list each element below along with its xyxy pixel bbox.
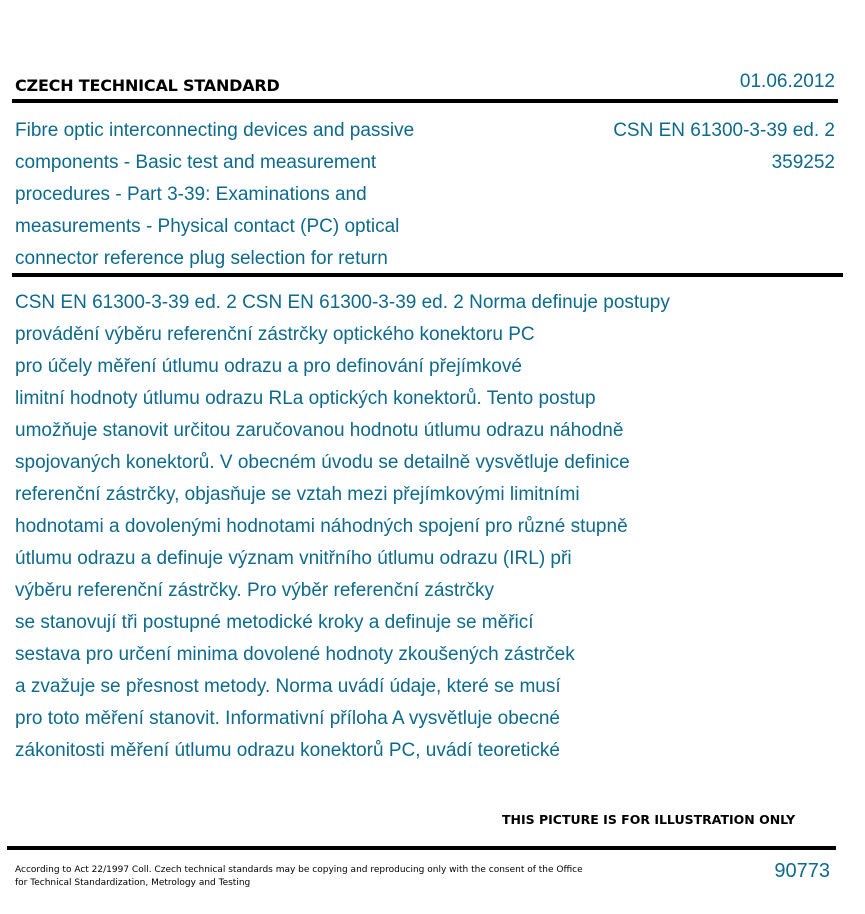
classification-number: 359252 [771, 152, 835, 173]
abstract-line: referenční zástrčky, objasňuje se vztah mezi přejímkovými limitními [15, 484, 580, 505]
standard-title-line: procedures - Part 3-39: Examinations and [15, 184, 367, 205]
abstract-line: útlumu odrazu a definuje význam vnitřního útlumu odrazu (IRL) při [15, 548, 572, 569]
document-type-heading: CZECH TECHNICAL STANDARD [15, 76, 280, 95]
abstract-line: pro účely měření útlumu odrazu a pro definování přejímkové [15, 356, 522, 377]
abstract-text [15, 287, 835, 767]
document-code: 90773 [774, 860, 830, 882]
standard-title-line: components - Basic test and measurement [15, 152, 377, 173]
abstract-line: zákonitosti měření útlumu odrazu konektorů PC, uvádí teoretické [15, 740, 560, 761]
abstract-line: CSN EN 61300-3-39 ed. 2 CSN EN 61300-3-39 ed. 2 Norma definuje postupy [15, 292, 670, 313]
publication-date: 01.06.2012 [739, 71, 835, 92]
bottom-divider [7, 846, 836, 850]
standard-title [15, 115, 485, 275]
middle-divider [12, 273, 843, 277]
standard-title-line: connector reference plug selection for return [15, 248, 388, 269]
standard-identifier [613, 115, 835, 179]
abstract-line: se stanovují tři postupné metodické kroky a definuje se měřicí [15, 612, 534, 633]
standard-title-line: measurements - Physical contact (PC) optical [15, 216, 400, 237]
abstract-line: a zvažuje se přesnost metody. Norma uvádí údaje, které se musí [15, 676, 561, 697]
legal-notice-line: for Technical Standardization, Metrology and Testing [15, 878, 251, 888]
abstract-line: pro toto měření stanovit. Informativní příloha A vysvětluje obecné [15, 708, 560, 729]
abstract-line: provádění výběru referenční zástrčky optického konektoru PC [15, 324, 535, 345]
standard-title-line: Fibre optic interconnecting devices and passive [15, 120, 415, 141]
abstract-line: sestava pro určení minima dovolené hodnoty zkoušených zástrček [15, 644, 575, 665]
standard-designation: CSN EN 61300-3-39 ed. 2 [613, 120, 835, 141]
legal-notice-line: According to Act 22/1997 Coll. Czech technical standards may be copying and reproducing only with the consent of the Office [15, 865, 583, 875]
abstract-line: umožňuje stanovit určitou zaručovanou hodnotu útlumu odrazu náhodně [15, 420, 624, 441]
abstract-line: spojovaných konektorů. V obecném úvodu se detailně vysvětluje definice [15, 452, 630, 473]
abstract-line: hodnotami a dovolenými hodnotami náhodných spojení pro různé stupně [15, 516, 628, 537]
abstract-line: limitní hodnoty útlumu odrazu RLa optických konektorů. Tento postup [15, 388, 596, 409]
illustration-disclaimer: THIS PICTURE IS FOR ILLUSTRATION ONLY [502, 812, 796, 827]
legal-notice [15, 864, 615, 890]
abstract-line: výběru referenční zástrčky. Pro výběr referenční zástrčky [15, 580, 495, 601]
top-divider [12, 99, 838, 103]
